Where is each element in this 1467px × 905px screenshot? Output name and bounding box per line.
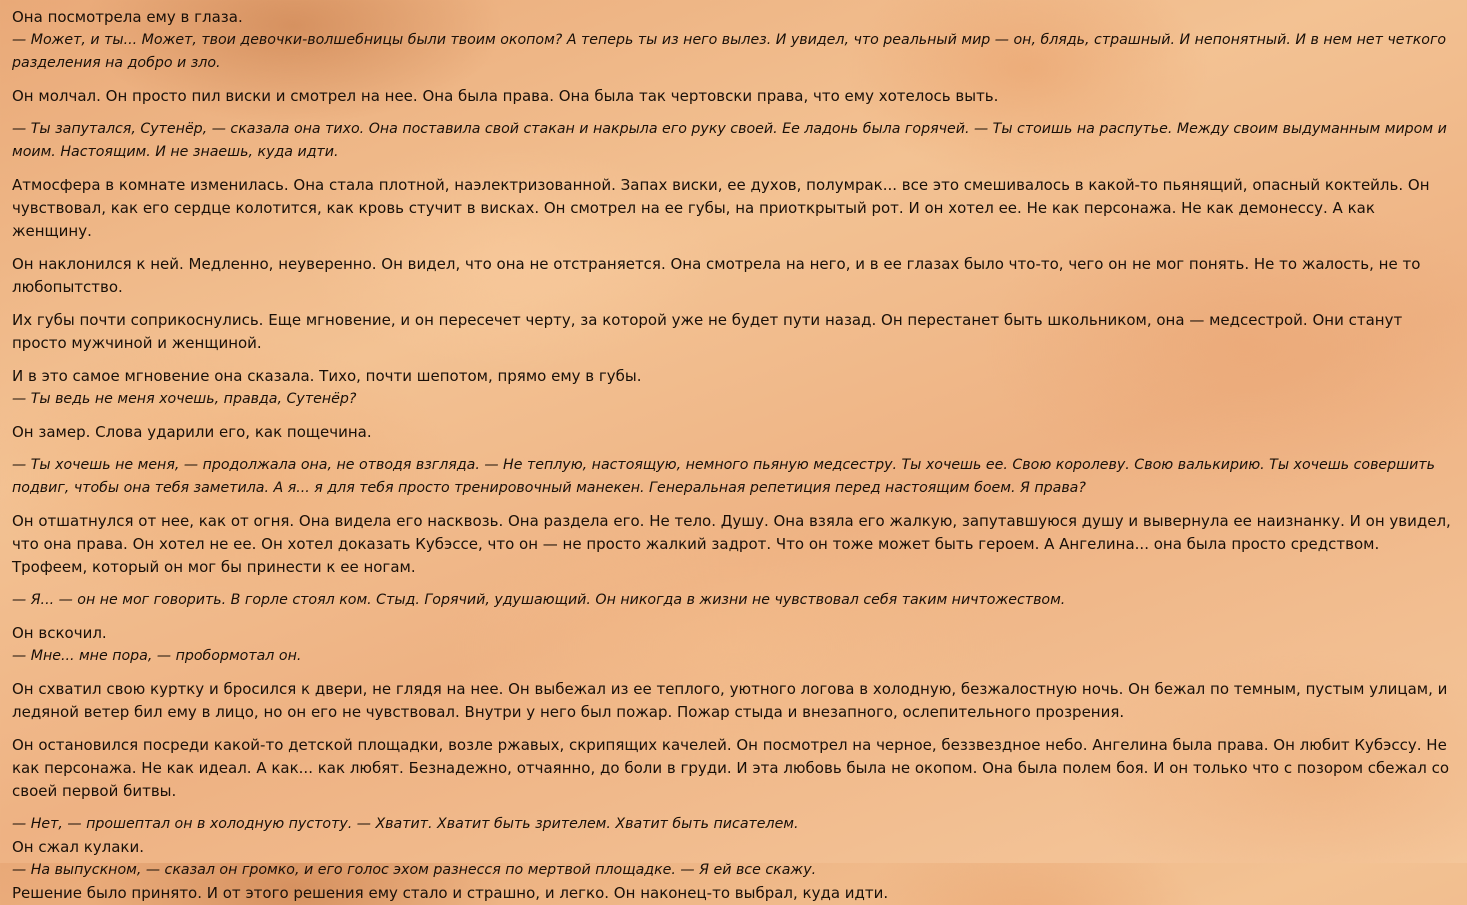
narration-line: Он вскочил.	[12, 624, 107, 642]
paragraph	[12, 813, 1458, 905]
paragraph	[12, 589, 1458, 612]
narration-line: И в это самое мгновение она сказала. Тихо, почти шепотом, прямо ему в губы.	[12, 367, 642, 385]
story-text	[12, 6, 1458, 905]
paragraph	[12, 622, 1458, 668]
dialogue-line: — Нет, — прошептал он в холодную пустоту. — Хватит. Хватит быть зрителем. Хватит быть писателем.	[12, 816, 799, 832]
narration-line: Он молчал. Он просто пил виски и смотрел на нее. Она была права. Она была так чертовски права, что ему хотелось выть.	[12, 87, 999, 105]
paragraph	[12, 253, 1458, 299]
narration-line: Их губы почти соприкоснулись. Еще мгновение, и он пересечет черту, за которой уже не будет пути назад. Он перестанет быть школьником, она — медсестрой. Они станут просто мужчиной и женщиной.	[12, 311, 1403, 352]
narration-line: Атмосфера в комнате изменилась. Она стала плотной, наэлектризованной. Запах виски, ее духов, полумрак... все это смешивалось в какой-то пьянящий, опасный коктейль. Он чувствовал, как его сердце колотится, как кровь стучит в висках. Он смотрел на ее губы, на приоткрытый рот. И он хотел ее. Не как персонажа. Не как демонессу. А как женщину.	[12, 176, 1430, 240]
paragraph	[12, 309, 1458, 355]
paragraph	[12, 6, 1458, 75]
narration-line: Он отшатнулся от нее, как от огня. Она видела его насквозь. Она раздела его. Не тело. Душу. Она взяла его жалкую, запутавшуюся душу и вывернула ее наизнанку. И он увидел, что она права. Он хотел не ее. Он хотел доказать Кубэссе, что он — не просто жалкий задрот. Что он тоже может быть героем. А Ангелина... она была просто средством. Трофеем, который он мог бы принести к ее ногам.	[12, 512, 1451, 576]
paragraph	[12, 421, 1458, 444]
dialogue-line: — Может, и ты... Может, твои девочки-волшебницы были твоим окопом? А теперь ты из него вылез. И увидел, что реальный мир — он, блядь, страшный. И непонятный. И в нем нет четкого разделения на добро и зло.	[12, 32, 1447, 71]
narration-line: Он сжал кулаки.	[12, 838, 144, 856]
dialogue-line: — На выпускном, — сказал он громко, и его голос эхом разнесся по мертвой площадке. — Я ей все скажу.	[12, 862, 817, 878]
narration-line: Он остановился посреди какой-то детской площадки, возле ржавых, скрипящих качелей. Он посмотрел на черное, беззвездное небо. Ангелина была права. Он любит Кубэссу. Не как персонажа. Не как идеал. А как... как любят. Безнадежно, отчаянно, до боли в груди. И эта любовь была не окопом. Она была полем боя. И он только что с позором сбежал со своей первой битвы.	[12, 736, 1449, 800]
dialogue-line: — Ты запутался, Сутенёр, — сказала она тихо. Она поставила свой стакан и накрыла его руку своей. Ее ладонь была горячей. — Ты стоишь на распутье. Между своим выдуманным миром и моим. Настоящим. И не знаешь, куда идти.	[12, 121, 1447, 160]
paragraph	[12, 174, 1458, 243]
paragraph	[12, 85, 1458, 108]
narration-line: Решение было принято. И от этого решения ему стало и страшно, и легко. Он наконец-то выбрал, куда идти.	[12, 884, 889, 902]
paragraph	[12, 118, 1458, 164]
paragraph	[12, 454, 1458, 500]
dialogue-line: — Ты хочешь не меня, — продолжала она, не отводя взгляда. — Не теплую, настоящую, немного пьяную медсестру. Ты хочешь ее. Свою королеву. Свою валькирию. Ты хочешь совершить подвиг, чтобы она тебя заметила. А я... я для тебя просто тренировочный манекен. Генеральная репетиция перед настоящим боем. Я права?	[12, 457, 1435, 496]
paragraph	[12, 678, 1458, 724]
dialogue-line: — Я... — он не мог говорить. В горле стоял ком. Стыд. Горячий, удушающий. Он никогда в жизни не чувствовал себя таким ничтожеством.	[12, 592, 1066, 608]
paragraph	[12, 510, 1458, 579]
narration-line: Он схватил свою куртку и бросился к двери, не глядя на нее. Он выбежал из ее теплого, уютного логова в холодную, безжалостную ночь. Он бежал по темным, пустым улицам, и ледяной ветер бил ему в лицо, но он его не чувствовал. Внутри у него был пожар. Пожар стыда и внезапного, ослепительного прозрения.	[12, 680, 1448, 721]
narration-line: Она посмотрела ему в глаза.	[12, 8, 243, 26]
dialogue-line: — Мне... мне пора, — пробормотал он.	[12, 648, 302, 664]
narration-line: Он наклонился к ней. Медленно, неуверенно. Он видел, что она не отстраняется. Она смотрела на него, и в ее глазах было что-то, чего он не мог понять. Не то жалость, не то любопытство.	[12, 255, 1421, 296]
paragraph	[12, 365, 1458, 411]
narration-line: Он замер. Слова ударили его, как пощечина.	[12, 423, 372, 441]
dialogue-line: — Ты ведь не меня хочешь, правда, Сутенёр?	[12, 391, 357, 407]
paragraph	[12, 734, 1458, 803]
